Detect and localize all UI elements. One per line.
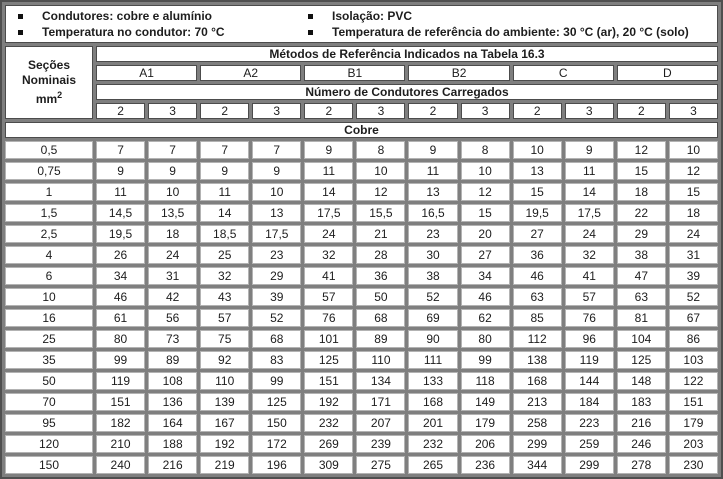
ampacity-value-cell: 213	[513, 393, 562, 411]
table-row	[5, 225, 718, 243]
ampacity-value-cell: 183	[617, 393, 666, 411]
ampacity-value-cell: 182	[96, 414, 145, 432]
ampacity-value-cell: 68	[252, 330, 301, 348]
ampacity-value-cell: 47	[617, 267, 666, 285]
ampacity-value-cell: 32	[200, 267, 249, 285]
ampacity-value-cell: 216	[617, 414, 666, 432]
table-row	[5, 393, 718, 411]
table-row	[5, 351, 718, 369]
sections-header-unit: $mm^2$	[35, 90, 63, 106]
ampacity-value-cell: 7	[96, 141, 145, 159]
ampacity-value-cell: 9	[408, 141, 457, 159]
ampacity-value-cell: 138	[513, 351, 562, 369]
ampacity-value-cell: 133	[408, 372, 457, 390]
section-size-cell: 120	[5, 435, 93, 453]
ampacity-value-cell: 265	[408, 456, 457, 474]
material-header: Cobre	[5, 122, 718, 138]
ampacity-value-cell: 57	[304, 288, 353, 306]
note-text: Condutores: cobre e alumínio	[42, 9, 213, 23]
ampacity-value-cell: 52	[252, 309, 301, 327]
ampacity-value-cell: 41	[304, 267, 353, 285]
bullet-icon	[18, 14, 23, 19]
methods-title-row	[5, 46, 718, 62]
ampacity-value-cell: 103	[669, 351, 718, 369]
ampacity-value-cell: 56	[148, 309, 197, 327]
sections-header-cell	[5, 46, 93, 119]
ampacity-value-cell: 24	[148, 246, 197, 264]
ampacity-value-cell: 29	[617, 225, 666, 243]
method-header-b2: B2	[408, 65, 509, 81]
ampacity-value-cell: 203	[669, 435, 718, 453]
ampacity-value-cell: 13	[513, 162, 562, 180]
ampacity-value-cell: 23	[252, 246, 301, 264]
ampacity-value-cell: 19,5	[96, 225, 145, 243]
ampacity-value-cell: 223	[565, 414, 614, 432]
section-size-cell: 0,75	[5, 162, 93, 180]
ampacity-value-cell: 63	[617, 288, 666, 306]
ampacity-value-cell: 184	[565, 393, 614, 411]
ampacity-value-cell: 52	[408, 288, 457, 306]
ampacity-value-cell: 14	[200, 204, 249, 222]
ampacity-value-cell: 31	[669, 246, 718, 264]
ampacity-value-cell: 108	[148, 372, 197, 390]
ampacity-value-cell: 139	[200, 393, 249, 411]
ampacity-value-cell: 299	[513, 435, 562, 453]
ampacity-value-cell: 148	[617, 372, 666, 390]
ampacity-value-cell: 149	[461, 393, 510, 411]
ampacity-value-cell: 24	[565, 225, 614, 243]
ampacity-value-cell: 32	[565, 246, 614, 264]
ampacity-value-cell: 38	[408, 267, 457, 285]
ampacity-value-cell: 32	[304, 246, 353, 264]
ampacity-value-cell: 29	[252, 267, 301, 285]
material-row	[5, 122, 718, 138]
ampacity-value-cell: 86	[669, 330, 718, 348]
ampacity-value-cell: 12	[617, 141, 666, 159]
ampacity-value-cell: 125	[252, 393, 301, 411]
ampacity-value-cell: 119	[96, 372, 145, 390]
ampacity-value-cell: 10	[513, 141, 562, 159]
ampacity-value-cell: 18	[148, 225, 197, 243]
count-header: 2	[617, 103, 666, 119]
ampacity-value-cell: 14	[304, 183, 353, 201]
ampacity-value-cell: 192	[200, 435, 249, 453]
ampacity-value-cell: 68	[356, 309, 405, 327]
ampacity-value-cell: 61	[96, 309, 145, 327]
ampacity-value-cell: 110	[356, 351, 405, 369]
ampacity-value-cell: 30	[408, 246, 457, 264]
ampacity-value-cell: 17,5	[252, 225, 301, 243]
ampacity-value-cell: 151	[304, 372, 353, 390]
ampacity-value-cell: 38	[617, 246, 666, 264]
ampacity-value-cell: 10	[252, 183, 301, 201]
ampacity-value-cell: 258	[513, 414, 562, 432]
ampacity-value-cell: 26	[96, 246, 145, 264]
table-row	[5, 204, 718, 222]
section-size-cell: 1	[5, 183, 93, 201]
ampacity-value-cell: 25	[200, 246, 249, 264]
ampacity-value-cell: 13,5	[148, 204, 197, 222]
ampacity-value-cell: 14	[565, 183, 614, 201]
ampacity-value-cell: 167	[200, 414, 249, 432]
ampacity-value-cell: 36	[513, 246, 562, 264]
ampacity-value-cell: 144	[565, 372, 614, 390]
note-text: Temperatura no condutor: 70 °C	[42, 25, 225, 39]
ampacity-value-cell: 99	[96, 351, 145, 369]
ampacity-value-cell: 171	[356, 393, 405, 411]
sections-header-line2: Nominais	[21, 73, 76, 87]
ampacity-value-cell: 81	[617, 309, 666, 327]
ampacity-value-cell: 99	[252, 372, 301, 390]
method-header-a1: A1	[96, 65, 197, 81]
table-row	[5, 183, 718, 201]
ampacity-value-cell: 9	[148, 162, 197, 180]
count-header: 3	[461, 103, 510, 119]
count-header: 2	[200, 103, 249, 119]
ampacity-value-cell: 67	[669, 309, 718, 327]
ampacity-value-cell: 134	[356, 372, 405, 390]
count-header: 2	[304, 103, 353, 119]
ampacity-value-cell: 136	[148, 393, 197, 411]
note-item	[6, 8, 296, 24]
ampacity-value-cell: 151	[669, 393, 718, 411]
ampacity-value-cell: 275	[356, 456, 405, 474]
ampacity-value-cell: 11	[408, 162, 457, 180]
table-row	[5, 372, 718, 390]
ampacity-value-cell: 75	[200, 330, 249, 348]
note-item	[296, 8, 717, 24]
ampacity-value-cell: 17,5	[565, 204, 614, 222]
ampacity-value-cell: 236	[461, 456, 510, 474]
table-row	[5, 267, 718, 285]
ampacity-value-cell: 168	[408, 393, 457, 411]
ampacity-value-cell: 27	[513, 225, 562, 243]
ampacity-value-cell: 188	[148, 435, 197, 453]
ampacity-value-cell: 299	[565, 456, 614, 474]
ampacity-value-cell: 269	[304, 435, 353, 453]
ampacity-value-cell: 15	[617, 162, 666, 180]
section-size-cell: 70	[5, 393, 93, 411]
ampacity-value-cell: 344	[513, 456, 562, 474]
ampacity-value-cell: 7	[200, 141, 249, 159]
ampacity-value-cell: 16,5	[408, 204, 457, 222]
ampacity-value-cell: 13	[252, 204, 301, 222]
ampacity-value-cell: 15	[513, 183, 562, 201]
notes-right-column	[296, 8, 717, 40]
ampacity-value-cell: 46	[513, 267, 562, 285]
ampacity-value-cell: 89	[148, 351, 197, 369]
section-size-cell: 50	[5, 372, 93, 390]
ampacity-value-cell: 11	[200, 183, 249, 201]
ampacity-value-cell: 125	[617, 351, 666, 369]
ampacity-value-cell: 9	[304, 141, 353, 159]
ampacity-value-cell: 278	[617, 456, 666, 474]
ampacity-value-cell: 76	[565, 309, 614, 327]
section-size-cell: 6	[5, 267, 93, 285]
count-header: 2	[96, 103, 145, 119]
ampacity-value-cell: 28	[356, 246, 405, 264]
ampacity-value-cell: 10	[669, 141, 718, 159]
conductor-counts-row	[5, 103, 718, 119]
ampacity-value-cell: 18	[617, 183, 666, 201]
ampacity-value-cell: 73	[148, 330, 197, 348]
method-header-d: D	[617, 65, 718, 81]
ampacity-value-cell: 207	[356, 414, 405, 432]
ampacity-value-cell: 259	[565, 435, 614, 453]
ampacity-value-cell: 76	[304, 309, 353, 327]
ampacity-value-cell: 14,5	[96, 204, 145, 222]
table-row	[5, 414, 718, 432]
count-header: 3	[669, 103, 718, 119]
ampacity-value-cell: 10	[148, 183, 197, 201]
ampacity-value-cell: 196	[252, 456, 301, 474]
table-row	[5, 456, 718, 474]
ampacity-value-cell: 9	[565, 141, 614, 159]
method-header-a2: A2	[200, 65, 301, 81]
ampacity-value-cell: 85	[513, 309, 562, 327]
count-header: 2	[513, 103, 562, 119]
bullet-icon	[308, 30, 313, 35]
ampacity-value-cell: 230	[669, 456, 718, 474]
ampacity-value-cell: 89	[356, 330, 405, 348]
ampacity-value-cell: 10	[356, 162, 405, 180]
ampacity-value-cell: 15,5	[356, 204, 405, 222]
bullet-icon	[308, 14, 313, 19]
note-text: Temperatura de referência do ambiente: 30 °C (ar), 20 °C (solo)	[332, 25, 689, 39]
ampacity-value-cell: 240	[96, 456, 145, 474]
ampacity-value-cell: 43	[200, 288, 249, 306]
ampacity-value-cell: 46	[96, 288, 145, 306]
ampacity-value-cell: 31	[148, 267, 197, 285]
section-size-cell: 10	[5, 288, 93, 306]
ampacity-value-cell: 50	[356, 288, 405, 306]
ampacity-value-cell: 219	[200, 456, 249, 474]
count-header: 2	[408, 103, 457, 119]
note-item	[296, 24, 717, 40]
section-size-cell: 25	[5, 330, 93, 348]
ampacity-value-cell: 151	[96, 393, 145, 411]
section-size-cell: 150	[5, 456, 93, 474]
ampacity-value-cell: 57	[565, 288, 614, 306]
table-row	[5, 288, 718, 306]
ampacity-value-cell: 201	[408, 414, 457, 432]
ampacity-value-cell: 12	[461, 183, 510, 201]
ampacity-value-cell: 9	[252, 162, 301, 180]
ampacity-value-cell: 39	[252, 288, 301, 306]
ampacity-value-cell: 179	[461, 414, 510, 432]
section-size-cell: 0,5	[5, 141, 93, 159]
count-header: 3	[252, 103, 301, 119]
ampacity-value-cell: 168	[513, 372, 562, 390]
ampacity-value-cell: 119	[565, 351, 614, 369]
ampacity-value-cell: 111	[408, 351, 457, 369]
ampacity-value-cell: 34	[461, 267, 510, 285]
ampacity-value-cell: 11	[304, 162, 353, 180]
ampacity-value-cell: 52	[669, 288, 718, 306]
ampacity-value-cell: 7	[148, 141, 197, 159]
ampacity-value-cell: 92	[200, 351, 249, 369]
ampacity-value-cell: 22	[617, 204, 666, 222]
ampacity-value-cell: 150	[252, 414, 301, 432]
ampacity-value-cell: 99	[461, 351, 510, 369]
methods-title: Métodos de Referência Indicados na Tabela 16.3	[96, 46, 718, 62]
ampacity-value-cell: 80	[96, 330, 145, 348]
ampacity-value-cell: 8	[356, 141, 405, 159]
ampacity-value-cell: 80	[461, 330, 510, 348]
ampacity-value-cell: 125	[304, 351, 353, 369]
ampacity-value-cell: 216	[148, 456, 197, 474]
ampacity-value-cell: 34	[96, 267, 145, 285]
ampacity-value-cell: 83	[252, 351, 301, 369]
ampacity-value-cell: 210	[96, 435, 145, 453]
note-item	[6, 24, 296, 40]
count-header: 3	[356, 103, 405, 119]
bullet-icon	[18, 30, 23, 35]
ampacity-value-cell: 24	[304, 225, 353, 243]
ampacity-value-cell: 10	[461, 162, 510, 180]
ampacity-value-cell: 9	[200, 162, 249, 180]
ampacity-value-cell: 246	[617, 435, 666, 453]
section-size-cell: 1,5	[5, 204, 93, 222]
ampacity-value-cell: 8	[461, 141, 510, 159]
section-size-cell: 16	[5, 309, 93, 327]
ampacity-value-cell: 12	[669, 162, 718, 180]
section-size-cell: 35	[5, 351, 93, 369]
table-row	[5, 246, 718, 264]
ampacity-value-cell: 15	[461, 204, 510, 222]
count-header: 3	[565, 103, 614, 119]
ampacity-value-cell: 12	[356, 183, 405, 201]
ampacity-value-cell: 19,5	[513, 204, 562, 222]
table-notes	[5, 5, 718, 43]
ampacity-value-cell: 90	[408, 330, 457, 348]
ampacity-value-cell: 309	[304, 456, 353, 474]
ampacity-value-cell: 96	[565, 330, 614, 348]
section-size-cell: 95	[5, 414, 93, 432]
section-size-cell: 4	[5, 246, 93, 264]
notes-row	[5, 5, 718, 43]
ampacity-value-cell: 39	[669, 267, 718, 285]
ampacity-value-cell: 179	[669, 414, 718, 432]
ampacity-value-cell: 232	[304, 414, 353, 432]
ampacity-value-cell: 122	[669, 372, 718, 390]
ampacity-value-cell: 232	[408, 435, 457, 453]
loaded-conductors-title-row	[5, 84, 718, 100]
ampacity-value-cell: 7	[252, 141, 301, 159]
ampacity-value-cell: 57	[200, 309, 249, 327]
ampacity-value-cell: 41	[565, 267, 614, 285]
ampacity-value-cell: 69	[408, 309, 457, 327]
count-header: 3	[148, 103, 197, 119]
ampacity-value-cell: 46	[461, 288, 510, 306]
ampacity-value-cell: 17,5	[304, 204, 353, 222]
ampacity-value-cell: 9	[96, 162, 145, 180]
ampacity-value-cell: 239	[356, 435, 405, 453]
ampacity-value-cell: 11	[96, 183, 145, 201]
ampacity-value-cell: 21	[356, 225, 405, 243]
table-row	[5, 309, 718, 327]
ampacity-value-cell: 101	[304, 330, 353, 348]
ampacity-value-cell: 192	[304, 393, 353, 411]
section-size-cell: 2,5	[5, 225, 93, 243]
ampacity-value-cell: 23	[408, 225, 457, 243]
ampacity-value-cell: 36	[356, 267, 405, 285]
table-row	[5, 162, 718, 180]
method-header-c: C	[513, 65, 614, 81]
methods-row	[5, 65, 718, 81]
ampacity-value-cell: 18,5	[200, 225, 249, 243]
ampacity-value-cell: 11	[565, 162, 614, 180]
table-row	[5, 141, 718, 159]
ampacity-value-cell: 110	[200, 372, 249, 390]
ampacity-value-cell: 118	[461, 372, 510, 390]
method-header-b1: B1	[304, 65, 405, 81]
ampacity-value-cell: 27	[461, 246, 510, 264]
ampacity-value-cell: 63	[513, 288, 562, 306]
sections-header-line1: Seções	[27, 58, 71, 72]
loaded-conductors-title: Número de Condutores Carregados	[96, 84, 718, 100]
ampacity-value-cell: 20	[461, 225, 510, 243]
ampacity-value-cell: 104	[617, 330, 666, 348]
ampacity-value-cell: 62	[461, 309, 510, 327]
ampacity-value-cell: 164	[148, 414, 197, 432]
table-row	[5, 435, 718, 453]
ampacity-value-cell: 18	[669, 204, 718, 222]
ampacity-value-cell: 172	[252, 435, 301, 453]
table-row	[5, 330, 718, 348]
ampacity-value-cell: 42	[148, 288, 197, 306]
ampacity-value-cell: 206	[461, 435, 510, 453]
ampacity-value-cell: 15	[669, 183, 718, 201]
ampacity-value-cell: 24	[669, 225, 718, 243]
ampacity-value-cell: 112	[513, 330, 562, 348]
note-text: Isolação: PVC	[332, 9, 413, 23]
ampacity-value-cell: 13	[408, 183, 457, 201]
notes-left-column	[6, 8, 296, 40]
